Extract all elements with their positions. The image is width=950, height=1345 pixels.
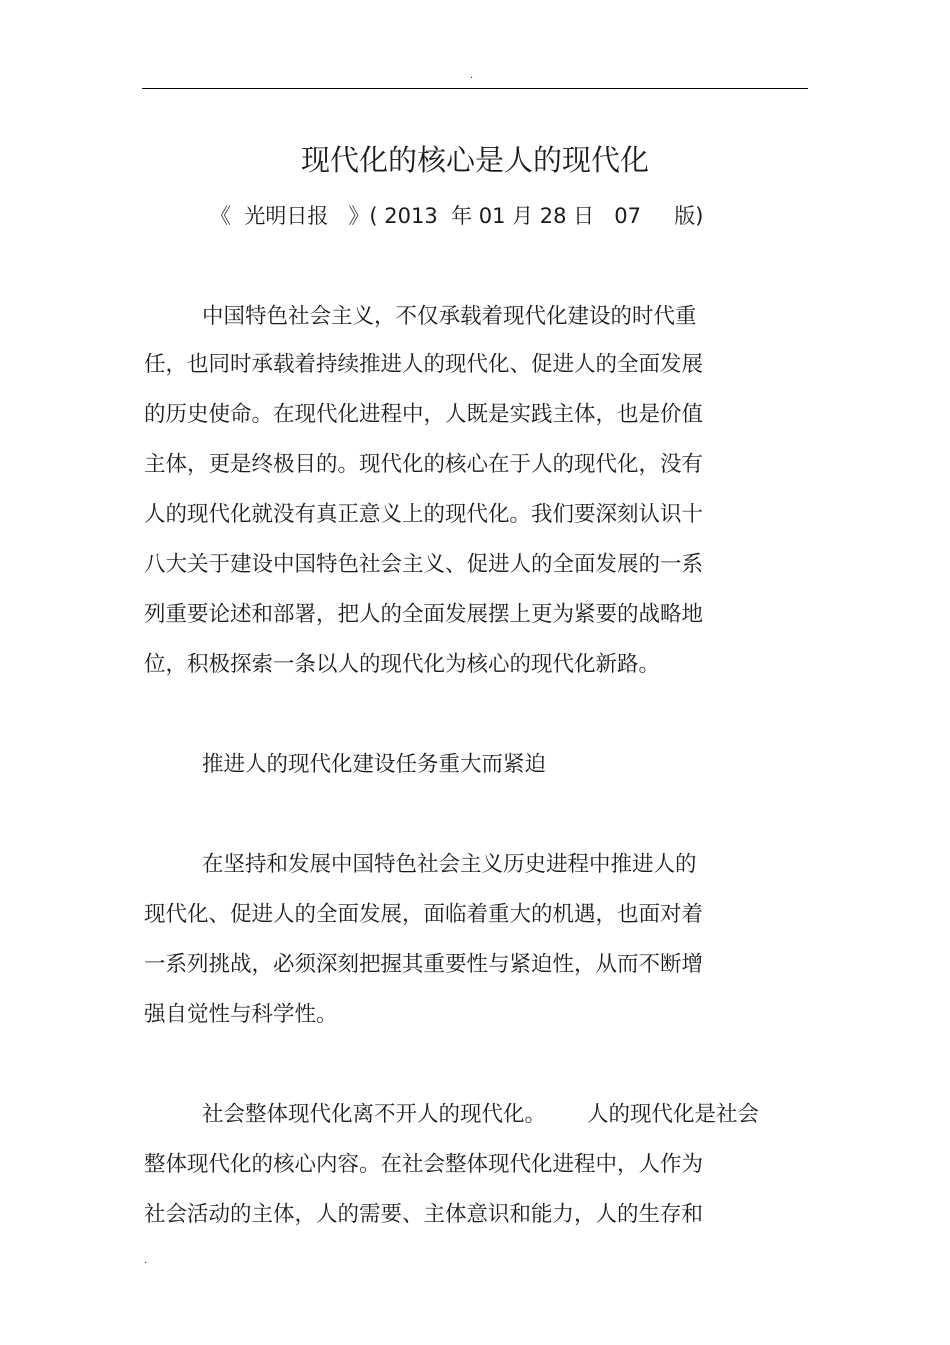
paragraph-line: 在坚持和发展中国特色社会主义历史进程中推进人的: [202, 852, 697, 877]
footer-dot: .: [144, 1255, 148, 1266]
paragraph-line: 社会活动的主体，人的需要、主体意识和能力，人的生存和: [144, 1202, 704, 1227]
article-source: 《 光明日报 》( 2013 年 01 月 28 日 07 版): [210, 204, 704, 228]
paragraph-line: 现代化、促进人的全面发展，面临着重大的机遇，也面对着: [144, 902, 704, 927]
header-rule: [142, 88, 808, 89]
paragraph-line: 列重要论述和部署，把人的全面发展摆上更为紧要的战略地: [144, 602, 704, 627]
paragraph-line: 位，积极探索一条以人的现代化为核心的现代化新路。: [144, 652, 661, 677]
paragraph-line: 强自觉性与科学性。: [144, 1002, 338, 1027]
paragraph-line: 整体现代化的核心内容。在社会整体现代化进程中，人作为: [144, 1152, 704, 1177]
article-title: 现代化的核心是人的现代化: [300, 143, 649, 177]
paragraph-line: 的历史使命。在现代化进程中，人既是实践主体，也是价值: [144, 402, 704, 427]
paragraph-line: 中国特色社会主义，不仅承载着现代化建设的时代重: [202, 304, 697, 329]
section-heading: 推进人的现代化建设任务重大而紧迫: [202, 752, 547, 777]
paragraph-line: 主体，更是终极目的。现代化的核心在于人的现代化，没有: [144, 452, 704, 477]
paragraph-line: 八大关于建设中国特色社会主义、促进人的全面发展的一系: [144, 552, 704, 577]
paragraph-line: 任，也同时承载着持续推进人的现代化、促进人的全面发展: [144, 352, 704, 377]
header-dot: .: [470, 70, 474, 81]
paragraph-line: 人的现代化就没有真正意义上的现代化。我们要深刻认识十: [144, 502, 704, 527]
paragraph-line: 一系列挑战，必须深刻把握其重要性与紧迫性，从而不断增: [144, 952, 704, 977]
paragraph-line: 社会整体现代化离不开人的现代化。 人的现代化是社会: [202, 1102, 760, 1127]
